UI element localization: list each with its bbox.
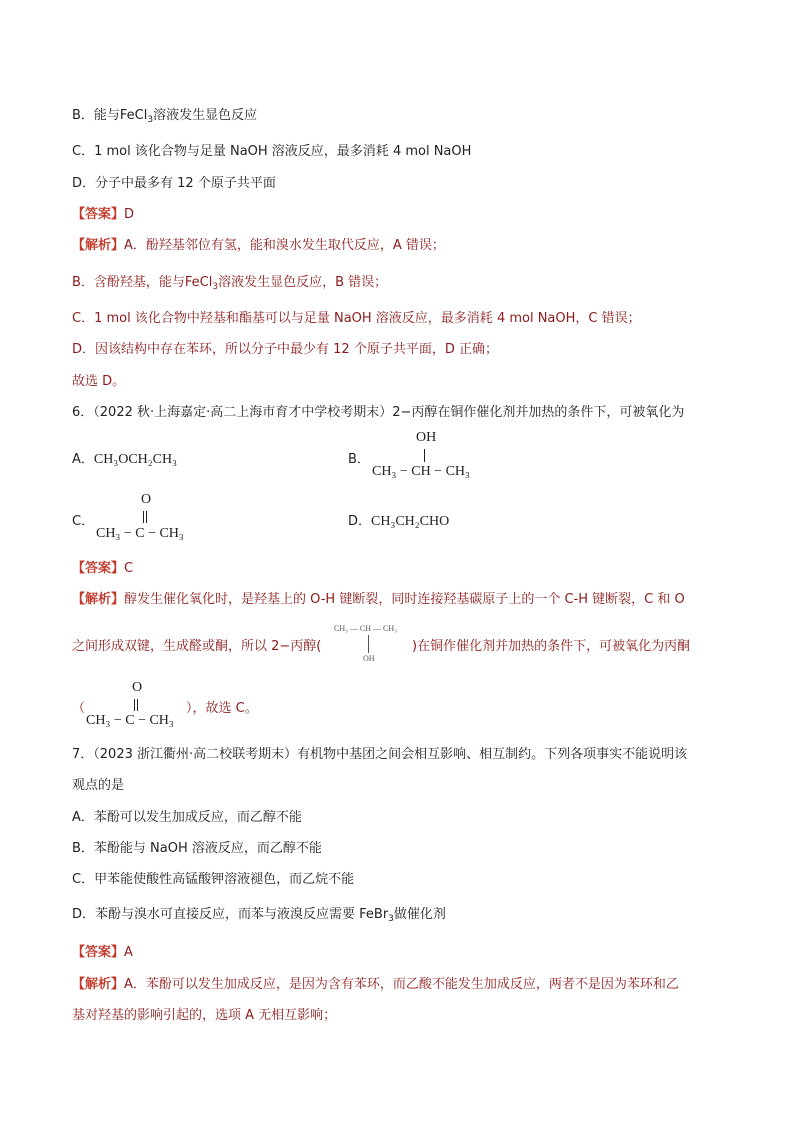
q5-analysis-a-text: A．酚羟基邻位有氢，能和溴水发生取代反应，A 错误；	[124, 238, 445, 253]
q6-option-d-formula: CH₃CH₂CHO	[371, 514, 450, 529]
q7-analysis-1-text: A．苯酚可以发生加成反应，是因为含有苯环，而乙酸不能发生加成反应，两者不是因为苯环和乙	[124, 977, 679, 992]
q7-option-b: B．苯酚能与 NaOH 溶液反应，而乙醇不能	[72, 841, 322, 856]
q7-analysis-tag: 【解析】	[72, 977, 125, 992]
q5-option-d: D．分子中最多有 12 个原子共平面	[72, 176, 276, 191]
q6-analysis-3-open: （	[72, 701, 86, 716]
q6-option-b-label: B．	[348, 452, 370, 467]
q6-option-b-structure	[372, 430, 492, 486]
q7-answer-tag: 【答案】	[72, 945, 125, 960]
q5-answer	[72, 206, 134, 224]
q6-answer	[72, 560, 133, 578]
q6-option-a	[72, 451, 177, 469]
q6-analysis-1	[72, 591, 685, 609]
q6-option-a-formula: CH₃OCH₂CH₃	[93, 452, 178, 467]
q6-analysis-small-oh: OH	[363, 654, 375, 663]
q5-option-c: C．1 mol 该化合物与足量 NaOH 溶液反应，最多消耗 4 mol NaOH	[72, 144, 472, 159]
q7-option-d-tail: 做催化剂	[393, 907, 446, 922]
q6-analysis-acetone-structure	[86, 680, 196, 736]
q7-answer	[72, 944, 133, 962]
q5-analysis-tag: 【解析】	[72, 238, 125, 253]
q6-analysis-tag: 【解析】	[72, 592, 125, 607]
q6-option-c-o: O	[141, 492, 152, 507]
q6-option-c-double-bond	[143, 511, 147, 523]
q5-analysis-b	[72, 274, 387, 292]
q6-option-d-label: D．	[348, 514, 372, 529]
q6-analysis-small-structure	[334, 624, 414, 668]
q7-option-d-text: D．苯酚与溴水可直接反应，而苯与液溴反应需要 FeBr	[72, 907, 389, 922]
q6-analysis-2a: 之间形成双键，生成醛或酮，所以 2−丙醇(	[72, 639, 322, 654]
q6-option-b-bond	[424, 449, 425, 462]
q6-analysis-acetone-double-bond	[134, 699, 138, 711]
q6-analysis-2b: )在铜作催化剂并加热的条件下，可被氧化为丙酮	[412, 639, 691, 654]
q6-option-c-chain: CH₃ − C − CH₃	[96, 526, 184, 541]
q7-answer-value: A	[124, 945, 133, 960]
q5-option-b-tail: 溶液发生显色反应	[153, 108, 258, 123]
q5-conclusion: 故选 D。	[72, 374, 126, 389]
q7-stem-2: 观点的是	[72, 778, 125, 793]
q5-analysis-b-text: B．含酚羟基，能与FeCl	[72, 275, 213, 290]
q6-analysis-acetone-chain: CH₃ − C − CH₃	[86, 713, 174, 728]
q7-option-d	[72, 906, 446, 924]
q5-answer-value: D	[124, 207, 135, 222]
q7-stem-1: 7．（2023 浙江衢州·高二校联考期末）有机物中基团之间会相互影响、相互制约。下列各项事实不能说明该	[72, 747, 688, 762]
q5-analysis-b-tail: 溶液发生显色反应，B 错误；	[218, 275, 388, 290]
q5-analysis-a	[72, 237, 445, 255]
q6-option-d	[348, 513, 449, 531]
q6-option-b-chain: CH₃ − CH − CH₃	[372, 464, 470, 479]
q6-stem: 6．（2022 秋·上海嘉定·高二上海市育才中学校考期末）2−丙醇在铜作催化剂并加热的条件下，可被氧化为	[72, 405, 685, 420]
q6-analysis-3-close: ），故选 C。	[186, 701, 258, 716]
q6-answer-tag: 【答案】	[72, 561, 125, 576]
q7-option-c: C．甲苯能使酸性高锰酸钾溶液褪色，而乙烷不能	[72, 872, 355, 887]
q7-analysis-1	[72, 976, 679, 994]
q5-option-b-sub: 3	[147, 115, 154, 125]
q7-option-a: A．苯酚可以发生加成反应，而乙醇不能	[72, 810, 302, 825]
q6-answer-value: C	[124, 561, 134, 576]
q6-analysis-acetone-o: O	[132, 680, 143, 695]
q6-option-c-structure	[96, 492, 216, 548]
q5-analysis-d: D．因该结构中存在苯环，所以分子中最少有 12 个原子共平面，D 正确；	[72, 342, 498, 357]
q6-option-b-oh: OH	[416, 430, 437, 445]
q6-analysis-1-text: 醇发生催化氧化时，是羟基上的 O-H 键断裂，同时连接羟基碳原子上的一个 C-H 键断裂，C 和 O	[124, 592, 685, 607]
q7-option-d-sub: 3	[388, 914, 394, 924]
q6-analysis-small-chain: CH₃ — CH — CH₃	[334, 624, 397, 633]
q7-analysis-2: 基对羟基的影响引起的，选项 A 无相互影响；	[72, 1008, 337, 1023]
q6-option-a-label: A．	[72, 452, 94, 467]
q5-option-b-text: B．能与FeCl	[72, 108, 148, 123]
q5-analysis-b-sub: 3	[212, 282, 219, 292]
q6-option-c-label: C．	[72, 514, 95, 529]
q6-analysis-small-bond	[368, 635, 369, 653]
q5-answer-tag: 【答案】	[72, 207, 125, 222]
q5-option-b	[72, 107, 257, 125]
q5-analysis-c: C．1 mol 该化合物中羟基和酯基可以与足量 NaOH 溶液反应，最多消耗 4 mol NaOH，C 错误；	[72, 311, 641, 326]
